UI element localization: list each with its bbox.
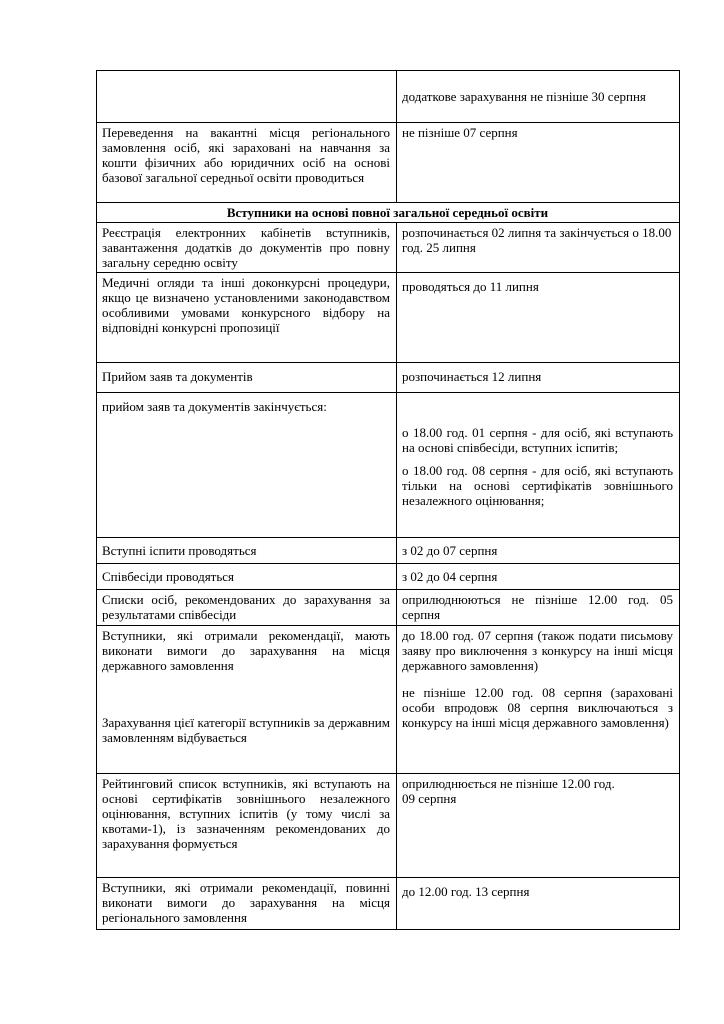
row-left-cell xyxy=(97,626,397,774)
table-row xyxy=(97,223,680,273)
row-right-cell: оприлюднюються не пізніше 12.00 год. 05 серпня xyxy=(397,590,680,626)
cell-paragraph: 09 серпня xyxy=(402,791,457,806)
row-left-cell: Співбесіди проводяться xyxy=(97,564,397,590)
cell-paragraph: о 18.00 год. 08 серпня - для осіб, які вступають тільки на основі сертифікатів зовнішнього незалежного оцінювання; xyxy=(402,463,673,508)
table-row xyxy=(97,71,680,123)
cell-text: розпочинається 02 липня та закінчується о 18.00 год. 25 липня xyxy=(402,225,672,255)
row-left-cell: Медичні огляди та інші доконкурсні процедури, якщо це визначено установленими законодавством особливими умовами конкурсного відбору на відповідні конкурсні пропозиції xyxy=(97,273,397,363)
row-left-cell: Вступні іспити проводяться xyxy=(97,538,397,564)
row-left-cell: Прийом заяв та документів xyxy=(97,363,397,393)
row-left-cell: Рейтинговий список вступників, які вступають на основі сертифікатів зовнішнього незалежного оцінювання, вступних іспитів (у тому числі за квотами-1), із зазначенням рекомендованих до зарахування формується xyxy=(97,774,397,878)
cell-text: додаткове зарахування не пізніше 30 серпня xyxy=(402,89,646,104)
row-left-cell: Реєстрація електронних кабінетів вступників, завантаження додатків до документів про повну загальну середню освіту xyxy=(97,223,397,273)
row-right-cell: проводяться до 11 липня xyxy=(397,273,680,363)
table-row xyxy=(97,273,680,363)
row-right-cell xyxy=(397,774,680,878)
row-right-cell xyxy=(397,223,680,273)
cell-paragraph: Вступники, які отримали рекомендації, мають виконати вимоги до зарахування на місця державного замовлення xyxy=(102,628,390,673)
table-row xyxy=(97,590,680,626)
admission-schedule-table xyxy=(96,70,680,930)
table-row xyxy=(97,363,680,393)
table-row xyxy=(97,564,680,590)
row-left-cell xyxy=(97,71,397,123)
cell-paragraph: оприлюднюється не пізніше 12.00 год. xyxy=(402,776,615,791)
cell-paragraph: о 18.00 год. 01 серпня - для осіб, які вступають на основі співбесіди, вступних іспитів; xyxy=(402,425,673,455)
section-heading: Вступники на основі повної загальної середньої освіти xyxy=(97,203,680,223)
row-right-cell xyxy=(397,71,680,123)
row-right-cell: з 02 до 07 серпня xyxy=(397,538,680,564)
cell-paragraph: Зарахування цієї категорії вступників за державним замовленням відбувається xyxy=(102,715,390,745)
row-left-cell: прийом заяв та документів закінчується: xyxy=(97,393,397,538)
row-right-cell xyxy=(397,393,680,538)
row-right-cell: розпочинається 12 липня xyxy=(397,363,680,393)
cell-paragraph: не пізніше 12.00 год. 08 серпня (зараховані особи впродовж 08 серпня виключаються з конкурсу на інші місця державного замовлення) xyxy=(402,685,673,730)
table-row xyxy=(97,878,680,930)
row-left-cell: Переведення на вакантні місця регіонального замовлення осіб, які зараховані на навчання за кошти фізичних або юридичних осіб на основі базової загальної середньої освіти проводиться xyxy=(97,123,397,203)
table-row xyxy=(97,626,680,774)
table-row xyxy=(97,123,680,203)
table-row xyxy=(97,393,680,538)
row-right-cell: до 12.00 год. 13 серпня xyxy=(397,878,680,930)
row-right-cell xyxy=(397,626,680,774)
row-right-cell: не пізніше 07 серпня xyxy=(397,123,680,203)
table-row xyxy=(97,538,680,564)
section-heading-row xyxy=(97,203,680,223)
table-row xyxy=(97,774,680,878)
cell-paragraph: до 18.00 год. 07 серпня (також подати письмову заяву про виключення з конкурсу на інші місця державного замовлення) xyxy=(402,628,673,673)
row-right-cell: з 02 до 04 серпня xyxy=(397,564,680,590)
row-left-cell: Списки осіб, рекомендованих до зарахування за результатами співбесіди xyxy=(97,590,397,626)
row-left-cell: Вступники, які отримали рекомендації, повинні виконати вимоги до зарахування на місця регіонального замовлення xyxy=(97,878,397,930)
